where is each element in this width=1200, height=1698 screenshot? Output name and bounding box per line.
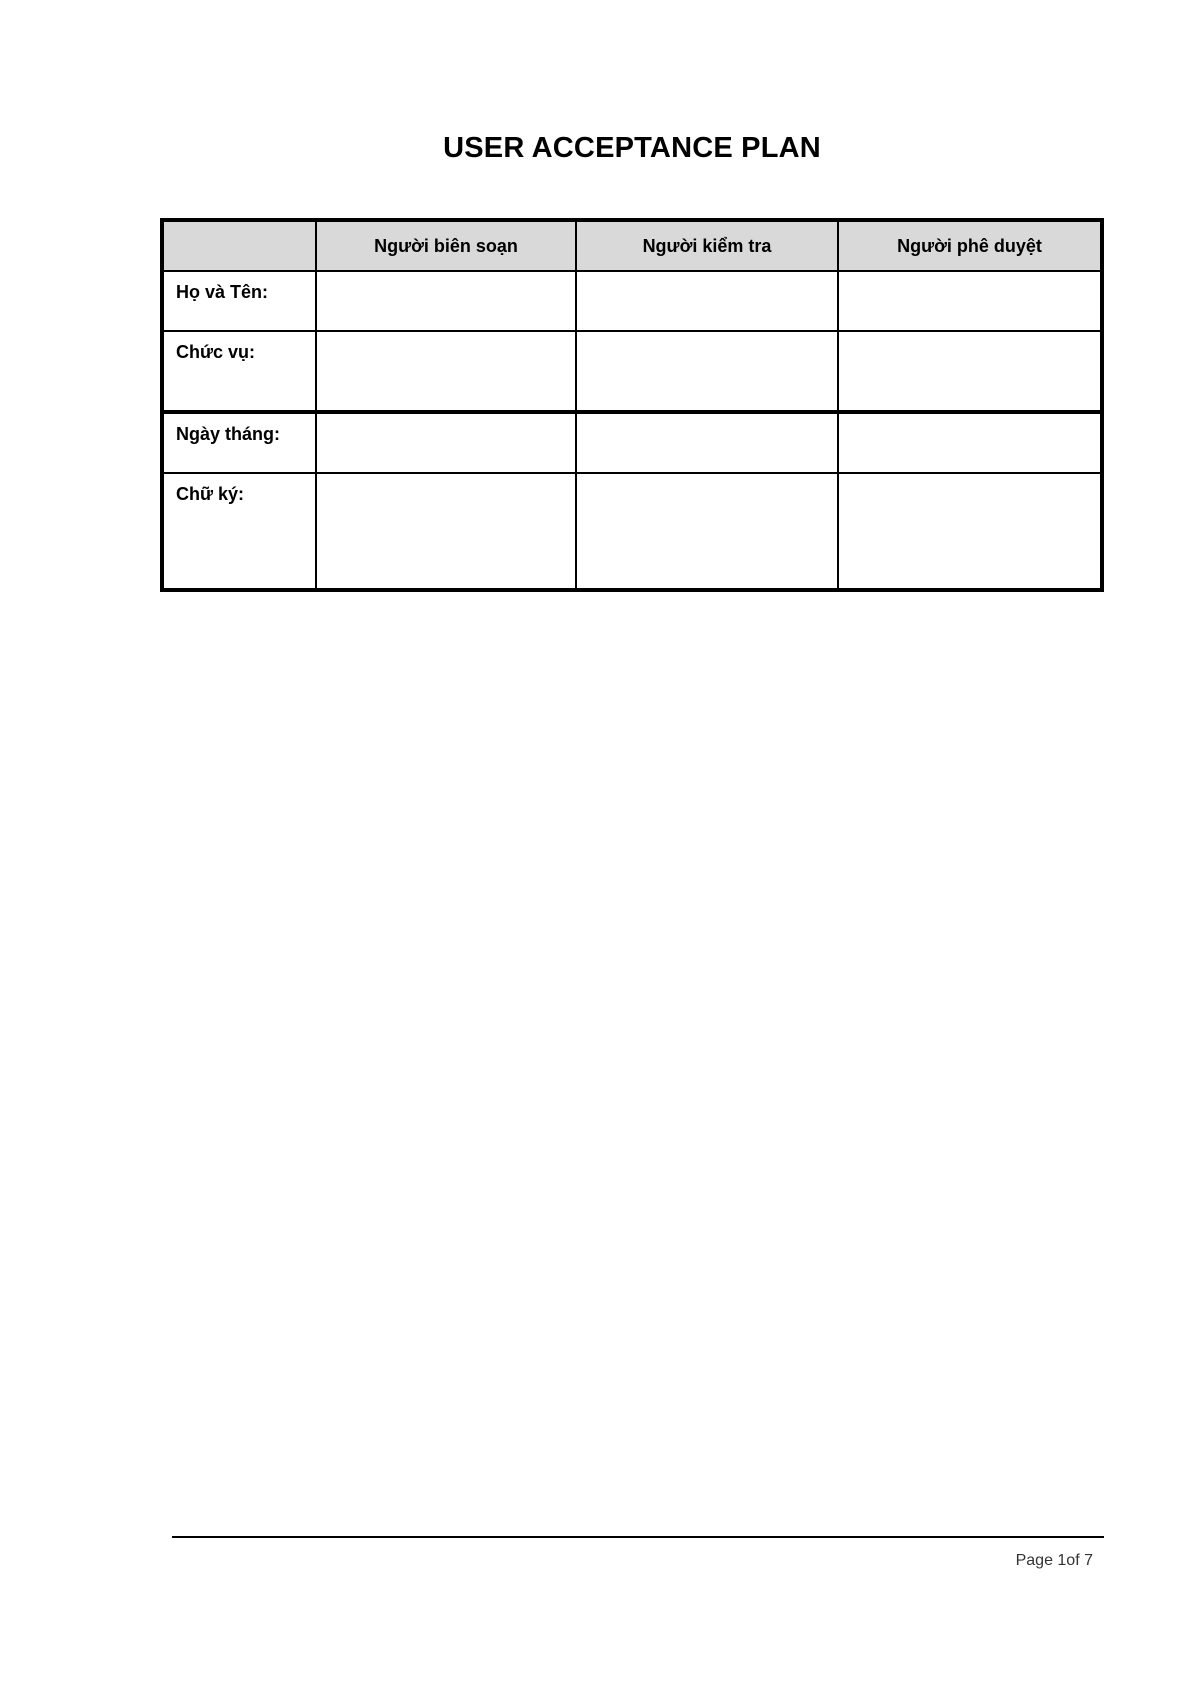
row-label-full-name: Họ và Tên: [162,271,316,331]
cell-approver-position[interactable] [838,331,1102,412]
cell-author-signature[interactable] [316,473,576,590]
cell-reviewer-position[interactable] [576,331,838,412]
table-row-signature [162,473,1102,590]
footer-divider [172,1536,1104,1538]
cell-approver-signature[interactable] [838,473,1102,590]
table-row-full-name [162,271,1102,331]
row-label-signature: Chữ ký: [162,473,316,590]
cell-author-position[interactable] [316,331,576,412]
table-row-position [162,331,1102,412]
cell-author-date[interactable] [316,412,576,473]
table-header-cell-approver: Người phê duyệt [838,220,1102,271]
cell-reviewer-date[interactable] [576,412,838,473]
cell-reviewer-signature[interactable] [576,473,838,590]
row-label-date: Ngày tháng: [162,412,316,473]
cell-approver-full-name[interactable] [838,271,1102,331]
cell-author-full-name[interactable] [316,271,576,331]
table-header-row [162,220,1102,271]
row-label-position: Chức vụ: [162,331,316,412]
cell-reviewer-full-name[interactable] [576,271,838,331]
table-header-cell-author: Người biên soạn [316,220,576,271]
page-title: USER ACCEPTANCE PLAN [443,132,821,164]
table-row-date [162,412,1102,473]
cell-approver-date[interactable] [838,412,1102,473]
table-header-cell-empty [162,220,316,271]
signoff-table [160,218,1104,592]
table-header-cell-reviewer: Người kiểm tra [576,220,838,271]
page-number: Page 1of 7 [1015,1552,1093,1569]
